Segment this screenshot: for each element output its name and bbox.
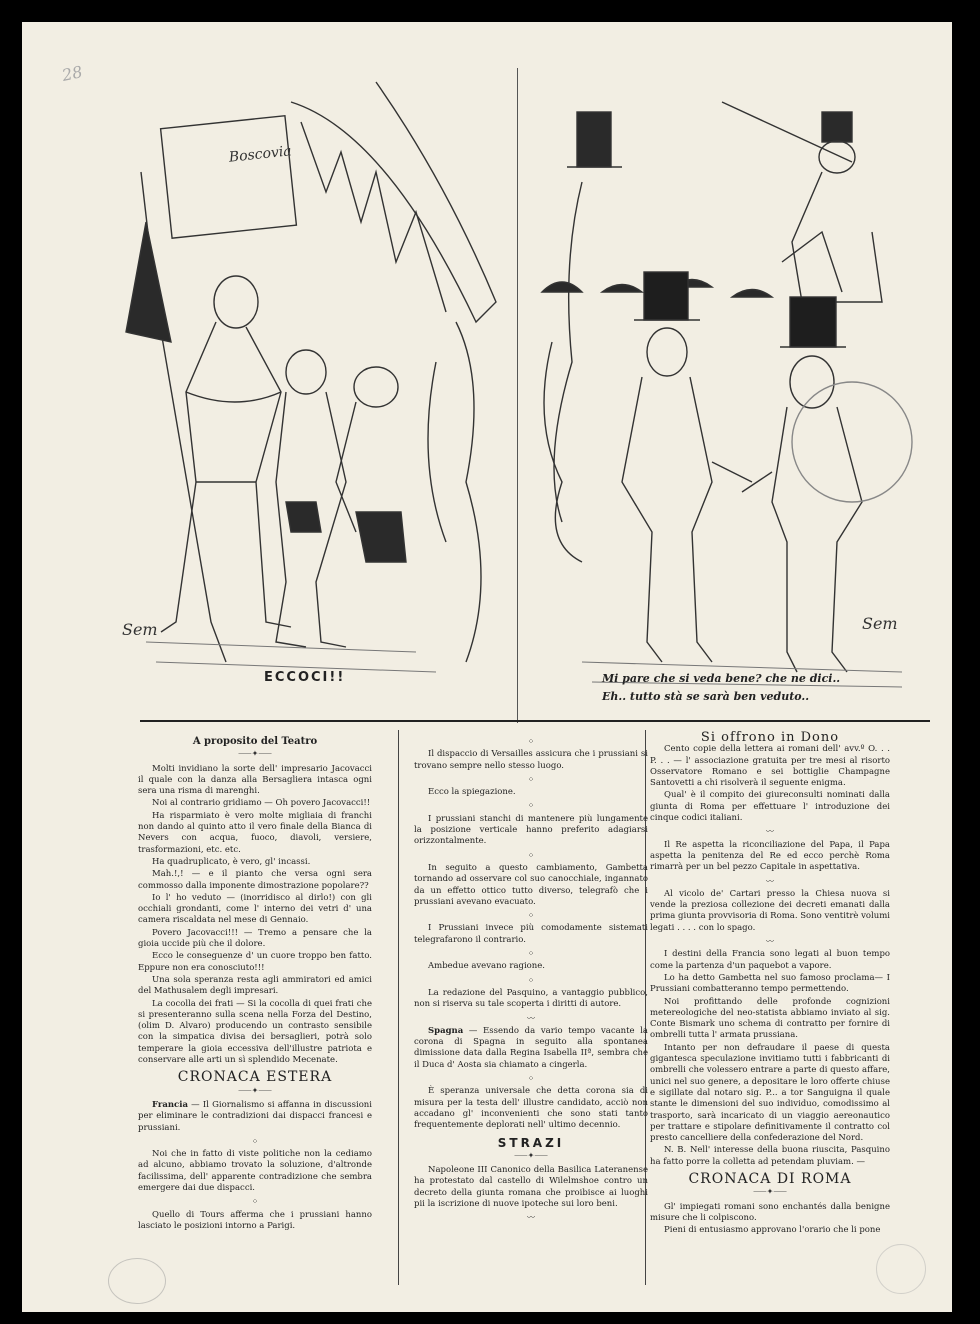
separator-dots: ⁘ <box>527 949 535 959</box>
paragraph: Noi che in fatto di viste politiche non la cediamo ad alcuno, abbiamo trovato la soluzione, d'altronde facilissima, dell' apparente contradizione che sembra emergere dai due dispacci. <box>138 1149 372 1193</box>
separator-dots: ⁘ <box>527 774 535 784</box>
poster-label: Boscovia <box>228 143 293 166</box>
cartoon-divider <box>517 68 518 723</box>
paragraph: Pieni di entusiasmo approvano l'orario che li pone <box>664 1225 881 1236</box>
separator-dots: ⁘ <box>527 1074 535 1084</box>
left-signature: Sem <box>122 620 158 639</box>
ornament: ⸺✦⸺ <box>753 1187 787 1197</box>
paragraph: Napoleone III Canonico della Basilica Lateranense ha protestato dal castello di Wilelmshoe contro un decreto della giunta romana che proibisce ai luoghi pii la iscrizione di nuove ipoteche sui loro beni. <box>414 1165 648 1209</box>
paragraph: Gl' impiegati romani sono enchantés dalla benigne misure che li colpiscono. <box>650 1201 890 1223</box>
separator-wave: 〰 <box>766 937 774 947</box>
article-title-teatro: A proposito del Teatro <box>192 736 318 747</box>
column-1 <box>138 734 372 1233</box>
separator-dots: ⁘ <box>527 737 535 746</box>
separator-wave: 〰 <box>766 876 774 886</box>
separator-dots: ⁘ <box>251 1197 259 1207</box>
article-title-dono: Si offrono in Dono <box>700 730 840 745</box>
paragraph: N. B. Nell' interesse della buona riuscita, Pasquino ha fatto porre la colletta ad petendam pluviam. — <box>650 1145 890 1167</box>
separator-dots: ⁘ <box>251 1136 259 1146</box>
paragraph: Cento copie della lettera ai romani dell' avv.º O. . . P. . . — l' associazione gratuita per tre mesi al risorto Osservatore Romano e sei bottiglie Champagne Santovetti a chi risolverà il seguente enigma. <box>650 744 890 789</box>
francia-text: — Il Giornalismo si affanna in discussioni per eliminare le contradizioni dai dispacci francesi e prussiani. <box>138 1099 372 1133</box>
paragraph: Al vicolo de' Cartari presso la Chiesa nuova si vende la preziosa collezione dei decreti emanati dalla prima giunta provvisoria di Roma. Sono ventitrè volumi legati . . . . con lo spago. <box>650 888 891 933</box>
paragraph: Una sola speranza resta agli ammiratori ed amici del Mathusalem degli impresari. <box>138 974 372 997</box>
library-stamp <box>108 1258 166 1304</box>
separator-dots: ⁘ <box>527 975 535 985</box>
paragraph: Il dispaccio di Versailles assicura che i prussiani si trovano sempre nello stesso luogo. <box>414 749 648 771</box>
column-divider-1 <box>398 730 399 1285</box>
separator-dots: ⁘ <box>527 911 535 921</box>
paragraph: La cocolla dei frati — Si la cocolla di quei frati che si presenteranno sulla scena nella Forza del Destino, (olim D. Alvaro) producendo un contrasto sensibile con la simpatica divisa dei bersaglieri, potrà solo temperare la gioia eccessiva dell'illustre patriota e conservare alle arti un sì splendido Mecenate. <box>138 998 372 1066</box>
paragraph: Lo ha detto Gambetta nel suo famoso proclama— I Prussiani combatteranno tempo permettendo. <box>650 972 890 995</box>
spagna-label: Spagna <box>428 1025 464 1036</box>
ornament: ⸺✦⸺ <box>238 749 272 759</box>
paragraph: Noi profittando delle profonde cognizioni metereologiche del neo-statista abbiamo inviato al sig. Conte Bismark uno schema di contratto per fornire di ombrelli tutta l' armata prussiana. <box>650 996 890 1041</box>
column-3 <box>650 730 891 1237</box>
separator-wave: 〰 <box>527 1013 535 1023</box>
paragraph: Ambedue avevano ragione. <box>428 961 545 972</box>
left-cartoon-drawing <box>116 62 506 712</box>
paragraph: Ecco le conseguenze d' un cuore troppo ben fatto. Eppure non era conosciuto!!! <box>138 951 372 973</box>
left-cartoon-illustration <box>116 62 506 712</box>
paragraph: Noi al contrario gridiamo — Oh povero Jacovacci!! <box>152 798 371 809</box>
top-rule <box>140 720 930 722</box>
paragraph: Ha quadruplicato, è vero, gl' incassi. <box>152 856 311 867</box>
paragraph: Molti invidiano la sorte dell' impresario Jacovacci il quale con la danza alla Bersagliera intasca ogni sera una risma di marenghi. <box>138 763 372 797</box>
paragraph: I destini della Francia sono legati al buon tempo come la partenza d'un paquebot a vapore. <box>650 949 890 971</box>
paragraph: Ecco la spiegazione. <box>428 787 516 798</box>
section-title-cronaca-roma: CRONACA DI ROMA <box>688 1170 852 1187</box>
separator-wave: 〰 <box>527 1213 535 1223</box>
paragraph: Io l' ho veduto — (inorridisco al dirlo!) con gli occhiali grondanti, come l' interno dei vetri d' una camera riscaldata nel mese di Gennaio. <box>138 892 372 926</box>
column-2 <box>414 734 648 1226</box>
section-title-cronaca-estera: CRONACA ESTERA <box>177 1069 333 1086</box>
paragraph: Qual' è il compito dei giureconsulti nominati dalla giunta di Roma per effettuare l' introduzione dei cinque codici italiani. <box>650 790 890 824</box>
paragraph: Il Re aspetta la riconciliazione del Papa, il Papa aspetta la penitenza del Re ed ecco perchè Roma rimarrà per un bel pezzo Capitale in aspettativa. <box>650 839 890 873</box>
right-caption-line1: Mi pare che si veda bene? che ne dici.. <box>602 672 841 685</box>
left-cartoon-caption: ECCOCI!! <box>264 670 346 685</box>
paragraph-spagna <box>414 1026 648 1071</box>
ornament: ⸺✦⸺ <box>238 1085 272 1095</box>
newspaper-page <box>22 22 952 1312</box>
separator-dots: ⁘ <box>527 801 535 811</box>
library-stamp <box>876 1244 926 1294</box>
paragraph: I Prussiani invece più comodamente sistemati telegrafarono il contrario. <box>414 923 648 945</box>
right-caption-line2: Eh.. tutto stà se sarà ben veduto.. <box>602 690 810 703</box>
right-signature: Sem <box>862 614 898 633</box>
right-cartoon-caption <box>602 670 840 706</box>
separator-dots: ⁘ <box>527 850 535 860</box>
separator-wave: 〰 <box>766 827 774 837</box>
paragraph: Intanto per non defraudare il paese di questa gigantesca speculazione invitiamo tutti i fabbricanti di ombrelli che volessero entrare a parte di questo affare, unici nel suo genere, a depositare le loro offerte chiuse e sigillate dal notaro sig. P... a tor Sanguigna il quale stante le dimensioni del suo individuo, comodissimo al trasporto, sarà incaricato di un viaggio aereonautico per trattare e stipolare definitivamente il contratto col presto cancelliere della confederazione del Nord. <box>650 1042 890 1144</box>
page-number: 28 <box>60 62 85 85</box>
paragraph: La redazione del Pasquino, a vantaggio pubblico, non si riserva su tale scoperta i diritti di autore. <box>414 987 648 1010</box>
paragraph: Quello di Tours afferma che i prussiani hanno lasciato le posizioni intorno a Parigi. <box>138 1209 372 1231</box>
francia-label: Francia <box>152 1099 188 1110</box>
paragraph: In seguito a questo cambiamento, Gambetta tornando ad osservare col suo canocchiale, ingannato da un effetto ottico tutto diverso, telegrafò che i prussiani avevano evacuato. <box>414 862 648 907</box>
paragraph: Povero Jacovacci!!! — Tremo a pensare che la gioia uccide più che il dolore. <box>138 927 372 950</box>
paragraph: Mah.!,! — e il pianto che versa ogni sera commosso dalla imponente dimostrazione popolare?? <box>138 869 372 891</box>
ornament: ⸺✦⸺ <box>514 1150 548 1160</box>
spagna-text: — Essendo da vario tempo vacante la corona di Spagna in seguito alla spontanea dimissione data dalla Regina Isabella IIª, sembra che il Duca d' Aosta sia chiamato a cingerla. <box>414 1025 648 1070</box>
paragraph: È speranza universale che detta corona sia di misura per la testa dell' illustre candidato, acciò non accadano gl' inconvenienti che sono stati tanto frequentemente deplorati nell' ultimo decennio. <box>414 1086 648 1131</box>
section-title-strazi: STRAZI <box>497 1135 565 1150</box>
paragraph: I prussiani stanchi di mantenere più lungamente la posizione verticale hanno preferito adagiarsi orizzontalmente. <box>414 813 648 847</box>
paragraph: Ha risparmiato è vero molte migliaia di franchi non dando al quinto atto il vero finale della Bianca di Nevers con acqua, fuoco, diavoli, versiere, trasformazioni, etc. etc. <box>138 810 372 855</box>
paragraph-francia <box>138 1100 372 1134</box>
